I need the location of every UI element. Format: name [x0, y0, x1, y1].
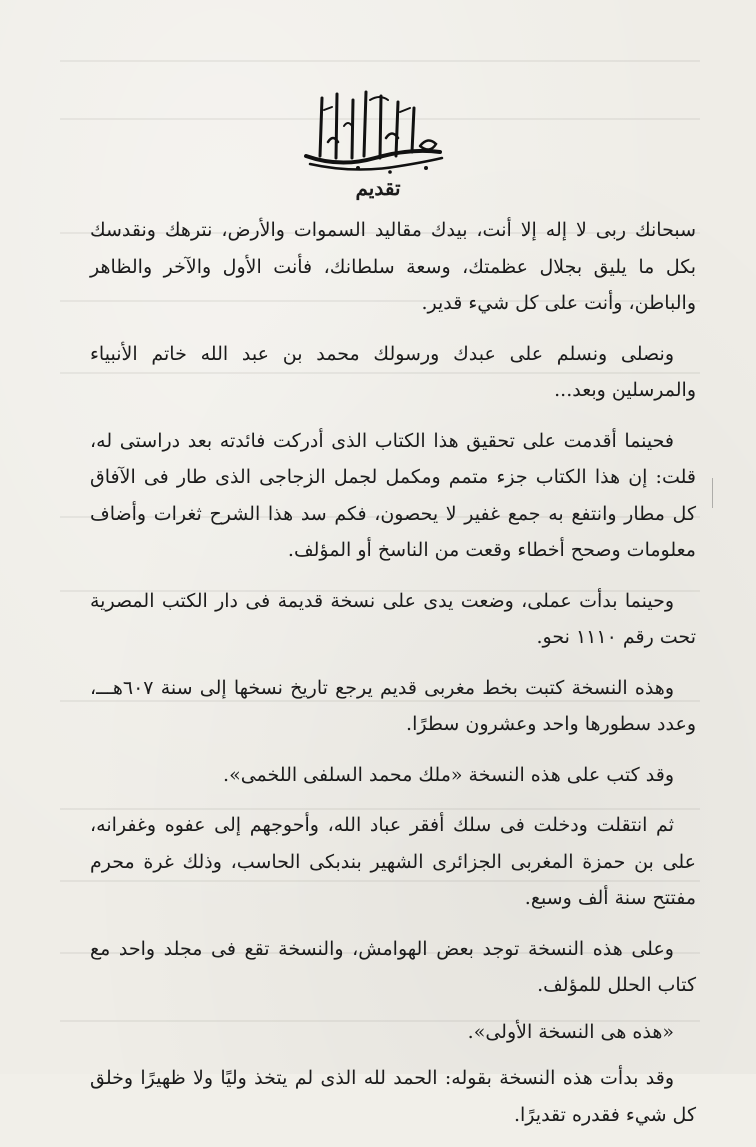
- paragraph: سبحانك ربى لا إله إلا أنت، بيدك مقاليد السموات والأرض، نترهك ونقدسك بكل ما يليق بجلال عظمتك، وسعة سلطانك، فأنت الأول والآخر والظاهر والباطن، وأنت على كل شيء قدير.: [90, 219, 696, 314]
- paragraph: وقد كتب على هذه النسخة «ملك محمد السلفى اللخمى».: [223, 763, 674, 786]
- body-text: [90, 212, 696, 1147]
- paragraph: فحينما أقدمت على تحقيق هذا الكتاب الذى أدركت فائدته بعد دراستى له، قلت: إن هذا الكتاب جزء متمم ومكمل لجمل الزجاجى الذى طار فى الآفاق كل مطار وانتفع به جمع غفير لا يحصون، فكم سد هذا الشرح ثغرات وأضاف معلومات وصحح أخطاء وقعت من الناسخ أو المؤلف.: [90, 429, 696, 561]
- basmala-calligraphy-icon: [300, 86, 450, 176]
- paragraph: «هذه هى النسخة الأولى».: [467, 1020, 674, 1043]
- paragraph: وعلى هذه النسخة توجد بعض الهوامش، والنسخة تقع فى مجلد واحد مع كتاب الحلل للمؤلف.: [90, 937, 696, 996]
- paragraph: وقد بدأت هذه النسخة بقوله: الحمد لله الذى لم يتخذ وليًا ولا ظهيرًا وخلق كل شيء فقدره تقديرًا.: [90, 1067, 696, 1126]
- paragraph: وحينما بدأت عملى، وضعت يدى على نسخة قديمة فى دار الكتب المصرية تحت رقم ١١١٠ نحو.: [90, 589, 696, 648]
- section-title: تقديم: [355, 176, 401, 200]
- margin-mark: [712, 478, 713, 508]
- paragraph: ثم انتقلت ودخلت فى سلك أفقر عباد الله، وأحوجهم إلى عفوه وغفرانه، على بن حمزة المغربى الجزائرى الشهير بندبكى الحاسب، وذلك غرة محرم مفتتح سنة ألف وسبع.: [90, 814, 696, 909]
- paragraph: ونصلى ونسلم على عبدك ورسولك محمد بن عبد الله خاتم الأنبياء والمرسلين وبعد...: [90, 342, 696, 401]
- paragraph: وهذه النسخة كتبت بخط مغربى قديم يرجع تاريخ نسخها إلى سنة ٦٠٧هـــ، وعدد سطورها واحد وعشرون سطرًا.: [90, 676, 696, 735]
- bleed-through-line: [60, 60, 700, 62]
